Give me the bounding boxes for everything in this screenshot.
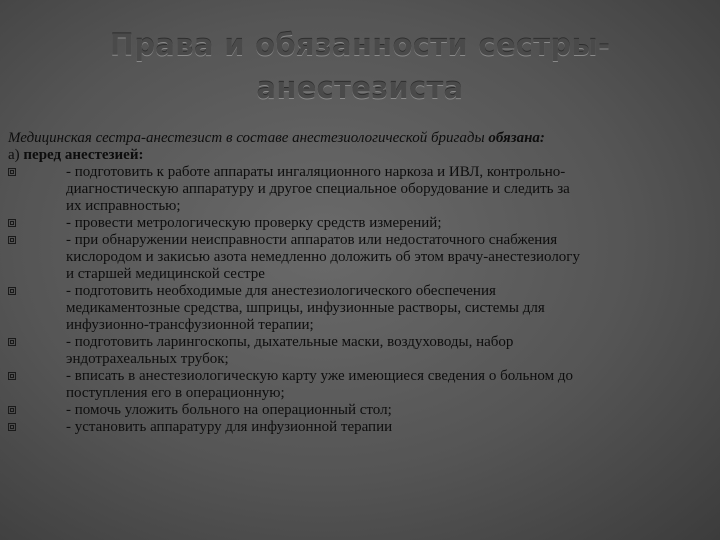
list-item-line: - установить аппаратуру для инфузионной терапии <box>66 419 393 435</box>
square-bullet-icon <box>8 236 16 244</box>
list-item <box>8 402 708 419</box>
subheading-prefix: а) <box>8 147 24 163</box>
square-bullet-icon <box>8 372 16 380</box>
list-item <box>8 232 708 283</box>
list-item-line: эндотрахеальных трубок; <box>66 351 229 367</box>
square-bullet-icon <box>8 287 16 295</box>
list-item-line: инфузионно-трансфузионной терапии; <box>66 317 314 333</box>
square-bullet-icon <box>8 219 16 227</box>
subheading-bold: перед анестезией: <box>23 147 144 163</box>
page-title <box>60 24 660 110</box>
list-item-line: - провести метрологическую проверку средств измерений; <box>66 215 442 231</box>
intro-text: Медицинская сестра-анестезист в составе анестезиологической бригады <box>8 130 489 146</box>
list-item-line: их исправностью; <box>66 198 181 214</box>
subheading <box>8 147 708 164</box>
list-item-line: - подготовить к работе аппараты ингаляционного наркоза и ИВЛ, контрольно- <box>66 164 566 180</box>
title-line-2: анестезиста <box>256 71 464 105</box>
list-item-line: поступления его в операционную; <box>66 385 285 401</box>
list-item-line: медикаментозные средства, шприцы, инфузионные растворы, системы для <box>66 300 545 316</box>
bullet-list <box>8 164 708 436</box>
list-item-line: диагностическую аппаратуру и другое специальное оборудование и следить за <box>66 181 570 197</box>
square-bullet-icon <box>8 406 16 414</box>
list-item <box>8 283 708 334</box>
list-item <box>8 334 708 368</box>
list-item-line: кислородом и закисью азота немедленно доложить об этом врачу-анестезиологу <box>66 249 580 265</box>
list-item-line: - помочь уложить больного на операционный стол; <box>66 402 392 418</box>
list-item-line: - при обнаружении неисправности аппаратов или недостаточного снабжения <box>66 232 558 248</box>
list-item <box>8 419 708 436</box>
title-line-1: Права и обязанности сестры- <box>109 28 611 62</box>
list-item <box>8 164 708 215</box>
list-item <box>8 368 708 402</box>
intro-bold: обязана: <box>488 130 545 146</box>
list-item-line: - подготовить ларингоскопы, дыхательные маски, воздуховоды, набор <box>66 334 514 350</box>
square-bullet-icon <box>8 423 16 431</box>
slide-body <box>8 130 708 436</box>
list-item-line: - подготовить необходимые для анестезиологического обеспечения <box>66 283 496 299</box>
list-item-line: - вписать в анестезиологическую карту уже имеющиеся сведения о больном до <box>66 368 573 384</box>
square-bullet-icon <box>8 338 16 346</box>
square-bullet-icon <box>8 168 16 176</box>
list-item <box>8 215 708 232</box>
list-item-line: и старшей медицинской сестре <box>66 266 265 282</box>
intro-paragraph <box>8 130 708 147</box>
